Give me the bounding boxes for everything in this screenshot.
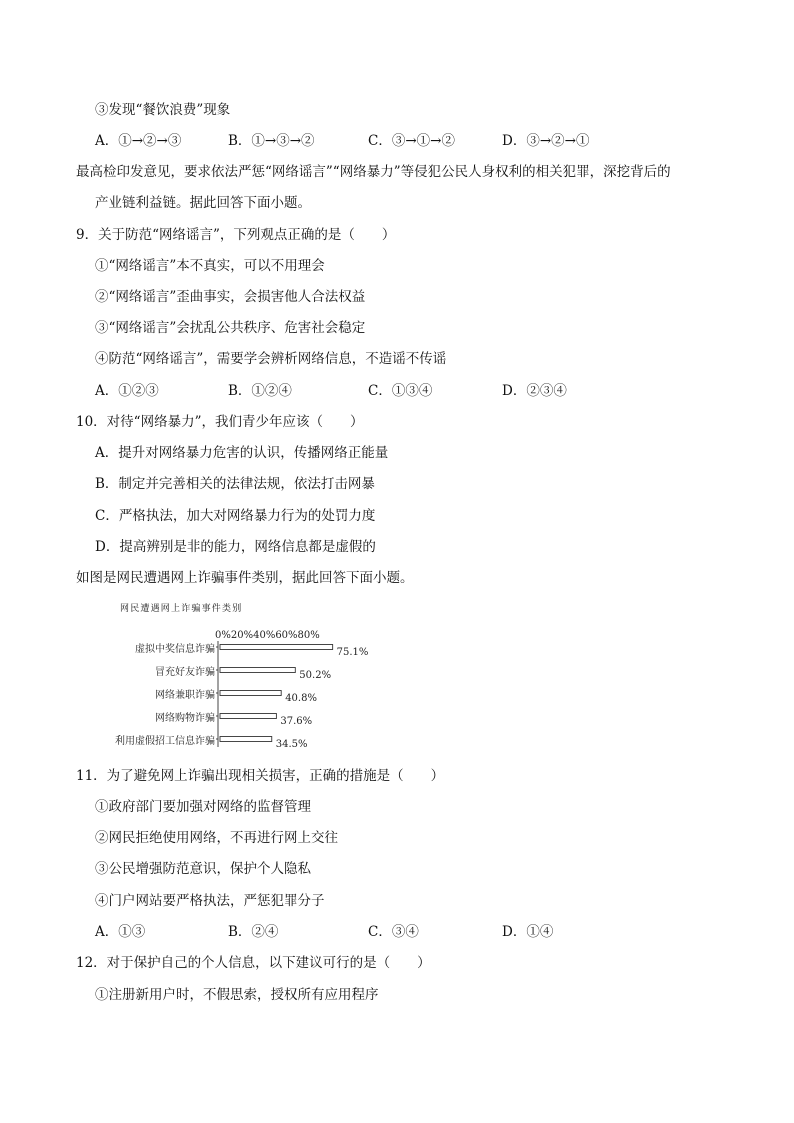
chart-axis-ticks: 0%20%40%60%80% [215, 630, 320, 641]
q8-option-b[interactable]: B．①→③→② [228, 133, 315, 149]
passage-text-cont: 产业链利益链。据此回答下面小题。 [95, 195, 311, 211]
q10-option-a[interactable]: A．提升对网络暴力危害的认识，传播网络正能量 [95, 445, 389, 461]
chart-bar [220, 691, 281, 696]
q11-statement-1: ①政府部门要加强对网络的监督管理 [95, 799, 311, 815]
q10-stem: 10．对待“网络暴力”，我们青少年应该（ ） [76, 414, 364, 430]
q9-statement-2: ②“网络谣言”歪曲事实，会损害他人合法权益 [95, 289, 366, 305]
chart-intro: 如图是网民遭遇网上诈骗事件类别，据此回答下面小题。 [76, 570, 414, 586]
q8-option-d[interactable]: D．③→②→① [502, 133, 590, 149]
chart-value-label: 50.2% [299, 670, 332, 681]
chart-category-label: 网络购物诈骗 [155, 713, 215, 724]
q9-option-b[interactable]: B．①②④ [228, 383, 292, 399]
q9-statement-1: ①“网络谣言”本不真实，可以不用理会 [95, 258, 325, 274]
q11-option-d[interactable]: D．①④ [502, 924, 554, 940]
chart-value-label: 40.8% [285, 693, 317, 704]
q11-statement-2: ②网民拒绝使用网络，不再进行网上交往 [95, 830, 338, 846]
fraud-category-bar-chart [80, 597, 380, 757]
q8-option-item-3: ③发现“餐饮浪费”现象 [95, 102, 231, 118]
q11-statement-4: ④门户网站要严格执法，严惩犯罪分子 [95, 893, 325, 909]
q8-options [95, 131, 735, 151]
q10-option-c[interactable]: C．严格执法，加大对网络暴力行为的处罚力度 [95, 508, 376, 524]
q9-options [95, 381, 735, 401]
q12-statement-1: ①注册新用户时，不假思索，授权所有应用程序 [95, 987, 379, 1003]
q9-option-c[interactable]: C．①③④ [368, 383, 433, 399]
q9-stem: 9．关于防范“网络谣言”，下列观点正确的是（ ） [76, 227, 396, 243]
chart-category-label: 冒充好友诈骗 [155, 667, 215, 678]
chart-bar [220, 737, 272, 742]
q8-option-a[interactable]: A．①→②→③ [95, 133, 182, 149]
chart-bar [220, 668, 295, 673]
chart-bar [220, 645, 333, 650]
q9-option-a[interactable]: A．①②③ [95, 383, 159, 399]
q11-options [95, 922, 735, 942]
q9-statement-4: ④防范“网络谣言”，需要学会辨析网络信息，不造谣不传谣 [95, 351, 447, 367]
q11-option-c[interactable]: C．③④ [368, 924, 419, 940]
passage-text: 最高检印发意见，要求依法严惩“网络谣言”“网络暴力”等侵犯公民人身权利的相关犯罪，深挖背后的 [76, 164, 671, 180]
chart-bars-group [115, 642, 368, 750]
chart-category-label: 虚拟中奖信息诈骗 [135, 644, 215, 655]
chart-bar [220, 714, 276, 719]
chart-value-label: 37.6% [280, 716, 313, 727]
q10-option-d[interactable]: D．提高辨别是非的能力，网络信息都是虚假的 [95, 539, 376, 555]
q9-statement-3: ③“网络谣言”会扰乱公共秩序、危害社会稳定 [95, 320, 366, 336]
chart-value-label: 34.5% [275, 739, 308, 750]
q11-stem: 11．为了避免网上诈骗出现相关损害，正确的措施是（ ） [76, 768, 445, 784]
q11-option-b[interactable]: B．②④ [228, 924, 279, 940]
q11-statement-3: ③公民增强防范意识，保护个人隐私 [95, 861, 311, 877]
chart-title: 网民遭遇网上诈骗事件类别 [120, 604, 243, 614]
chart-category-label: 网络兼职诈骗 [155, 690, 215, 701]
q10-option-b[interactable]: B．制定并完善相关的法律法规，依法打击网暴 [95, 476, 375, 492]
q12-stem: 12．对于保护自己的个人信息，以下建议可行的是（ ） [76, 955, 431, 971]
q11-option-a[interactable]: A．①③ [95, 924, 146, 940]
chart-category-label: 利用虚假招工信息诈骗 [115, 736, 215, 747]
chart-value-label: 75.1% [336, 647, 369, 658]
q8-option-c[interactable]: C．③→①→② [368, 133, 455, 149]
q9-option-d[interactable]: D．②③④ [502, 383, 567, 399]
